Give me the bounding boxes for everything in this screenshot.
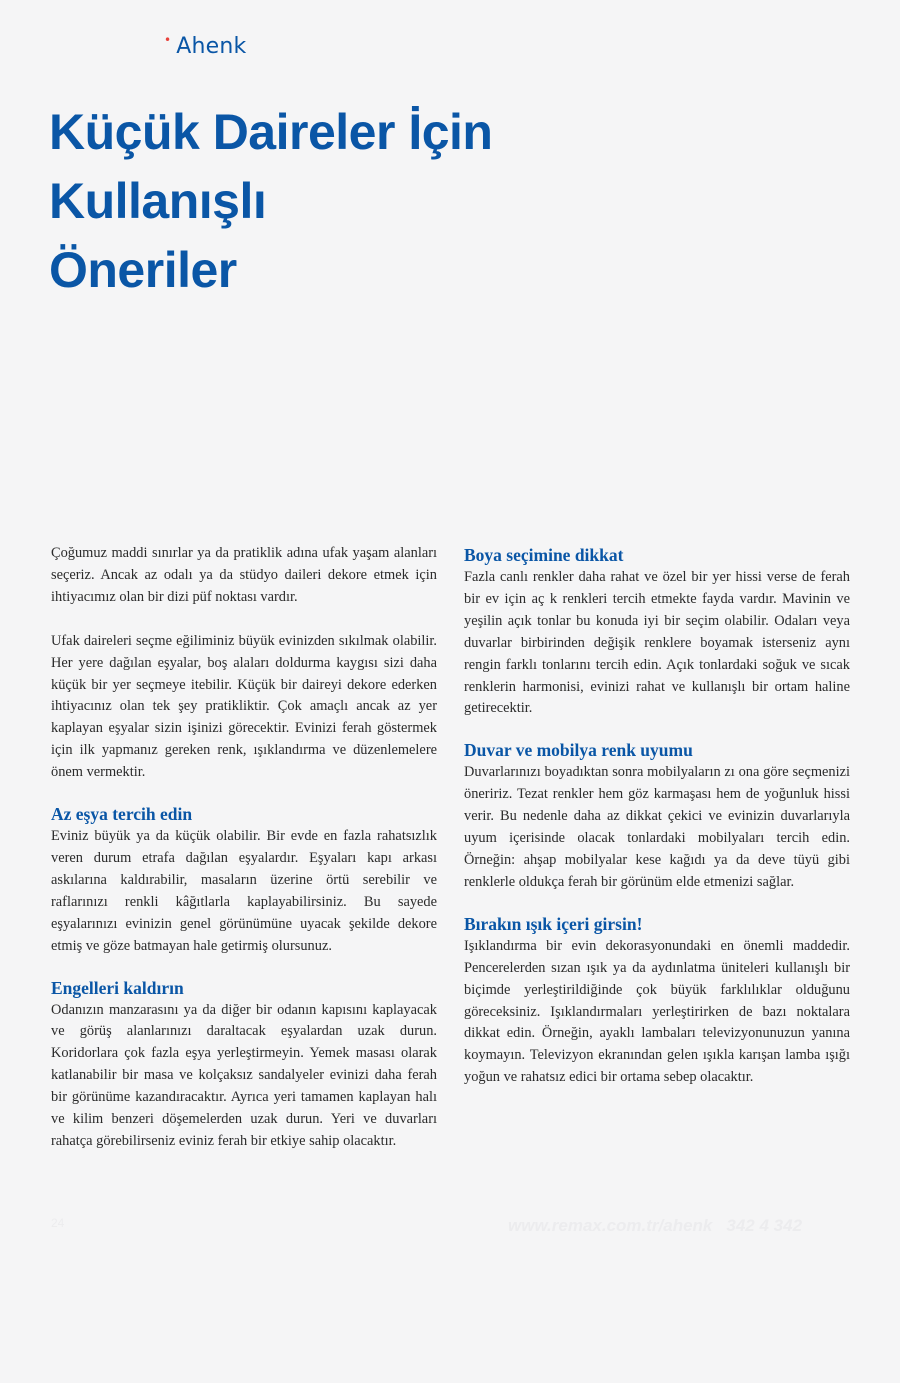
page-number: 24 — [51, 1216, 65, 1230]
section-isik — [464, 912, 850, 1089]
section-body: Odanızın manzarasını ya da diğer bir odanın kapısını kaplayacak ve görüş alanlarınızı daraltacak eşyalardan uzak durun. Koridorlara çok fazla eşya yerleştirmeyin. Yemek masası olarak katlanabilir bir masa ve kolçaksız sandalyeler evinizi daha ferah bir görünüme kazandıracaktır. Ayrıca yeri tamamen kaplayan halı ve kilim benzeri döşemelerden uzak durun. Yeri ve duvarları rahatça görebilirseniz eviniz ferah bir etkiye sahip olacaktır. — [51, 1001, 437, 1149]
title-line-1: Küçük Daireler İçin — [49, 104, 493, 160]
page-title — [49, 98, 492, 305]
intro-paragraph-1: Çoğumuz maddi sınırlar ya da pratiklik adına ufak yaşam alanları seçeriz. Ancak az odalı ya da stüdyo daileri dekore etmek için ihtiyacımız olan bir dizi püf noktası vardır. — [51, 545, 437, 605]
section-boya — [464, 543, 850, 720]
section-heading: Engelleri kaldırın — [51, 977, 184, 998]
left-column — [51, 543, 437, 1153]
intro-paragraph-2: Ufak daireleri seçme eğiliminiz büyük evinizden sıkılmak olabilir. Her yere dağılan eşyalar, boş alaları doldurma kaygısı sizi daha küçük bir yer seçmeye itebilir. Küçük bir daireyi dekore ederken ihtiyacınız olan tek şey pratikliktir. Çok amaçlı ancak az yer kaplayan eşyalar sizin işinizi görecektir. Evinizi ferah göstermek için ilk yapmanız gereken renk, ışıklandırma ve düzenlemelere önem vermektir. — [51, 632, 437, 781]
footer-phone: 342 4 342 — [726, 1216, 803, 1235]
section-duvar-mobilya — [464, 738, 850, 893]
brand-name: Ahenk — [176, 34, 247, 59]
section-heading: Bırakın ışık içeri girsin! — [464, 913, 643, 934]
section-az-esya — [51, 802, 437, 957]
footer-contact — [508, 1216, 802, 1236]
right-column — [464, 543, 850, 1089]
brand-logo — [164, 34, 247, 59]
section-body: Fazla canlı renkler daha rahat ve özel bir yer hissi verse de ferah bir ev için aç k renkleri tercih etmekte fayda vardır. Mavinin ve yeşilin açık tonlar bu konuda iyi bir seçim olabilir. Odaları veya duvarlar birbirinden değişik renklere boyamak isterseniz aynı rengin farklı tonlarını tercih edin. Açık tonlardaki soğuk ve sıcak renklerin harmonisi, evinizi rahat ve kullanışlı bir ortam haline getirecektir. — [464, 569, 850, 717]
section-heading: Boya seçimine dikkat — [464, 545, 624, 565]
brand-dot-icon: • — [164, 33, 172, 47]
section-heading: Az eşya tercih edin — [51, 804, 193, 825]
section-heading: Duvar ve mobilya renk uyumu — [464, 740, 693, 761]
section-body: Duvarlarınızı boyadıktan sonra mobilyaların zı ona göre seçmenizi öneririz. Tezat renkler hem göz karmaşası hem de yoğunluk hissi verir. Bu nedenle daha az dikkat çekici ve evinizin duvarlarıyla uyum içerisinde olacak tonlardaki mobilyaları tercih edin. Örneğin: ahşap mobilyalar kese kağıdı ya da deve tüyü gibi renklerle oldukça ferah bir görünüm elde etmenizi sağlar. — [464, 764, 850, 890]
section-body: Eviniz büyük ya da küçük olabilir. Bir evde en fazla rahatsızlık veren durum etrafa dağılan eşyalardır. Eşyaları kapı arkası askılarına kaldırabilir, masaların üzerine örtü serebilir ve raflarınızı renkli kâğıtlarla kaplayabilirsiniz. Bu sayede eşyalarınızı evinizin genel görünümüne uyacak şekilde dekore etmiş ve göze batmayan hale getirmiş olursunuz. — [51, 828, 437, 954]
footer-url-link[interactable]: www.remax.com.tr/ahenk — [508, 1216, 713, 1235]
section-body: Işıklandırma bir evin dekorasyonundaki en önemli maddedir. Pencerelerden sızan ışık ya da aydınlatma üniteleri kullanışlı bir biçimde yerleştirildiğinde çok büyük farklılıklar olduğunu göreceksiniz. Işıklandırmaları yerleştirirken de bazı noktalara dikkat edin. Örneğin, ayaklı lambaları televizyonunuzun yanına koymayın. Televizyon ekranından gelen ışıkla karışan lamba ışığı yoğun ve rahatsız edici bir ortama sebep olacaktır. — [464, 937, 850, 1086]
title-line-2: Kullanışlı — [49, 173, 267, 229]
title-line-3: Öneriler — [49, 242, 237, 298]
section-engelleri — [51, 976, 437, 1153]
